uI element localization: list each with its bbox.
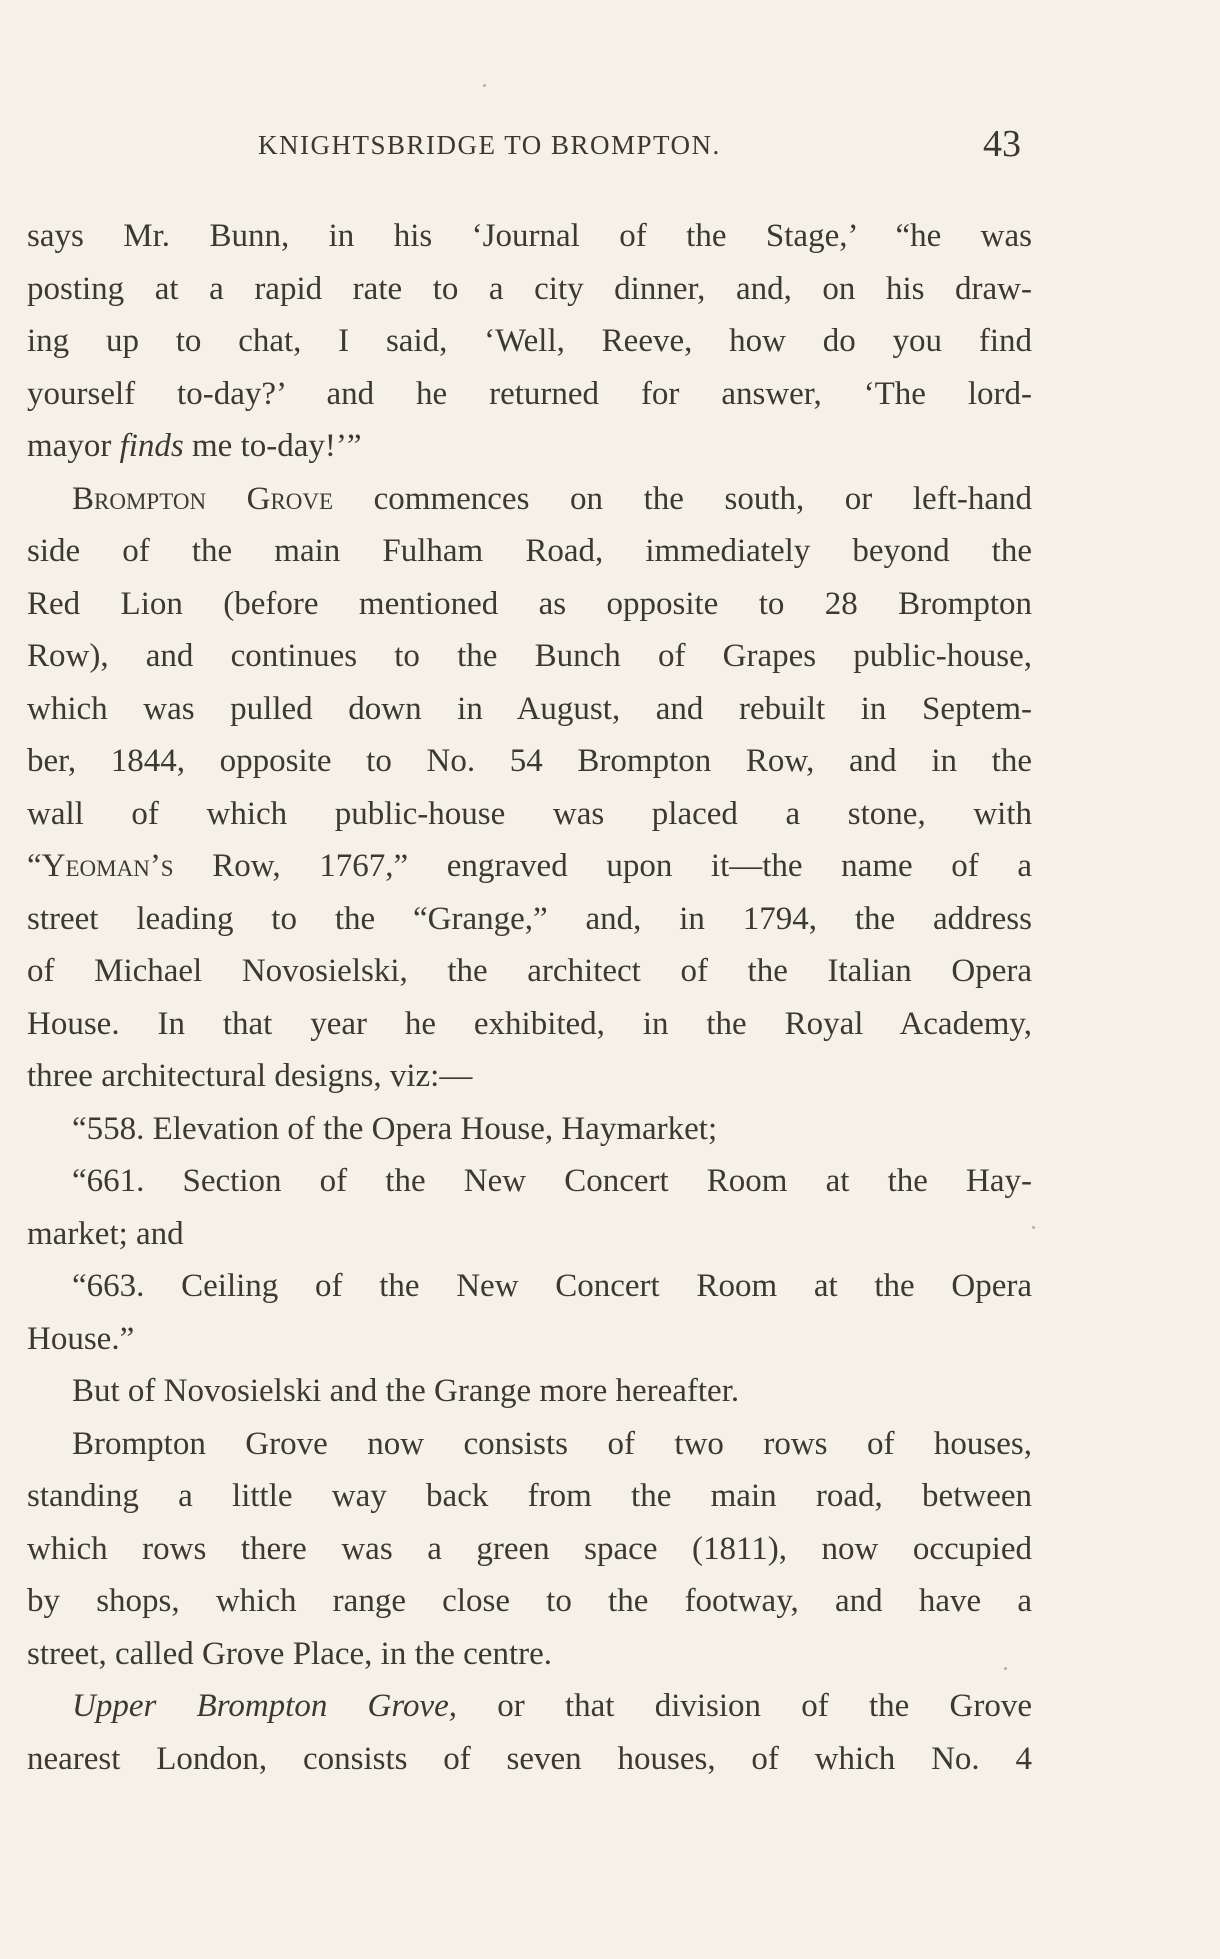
text-line: House. In that year he exhibited, in the Royal Academy, <box>27 1005 1032 1042</box>
text-line: which was pulled down in August, and rebuilt in Septem- <box>27 690 1032 727</box>
text-line: “Yeoman’s Row, 1767,” engraved upon it—the name of a <box>27 848 1032 884</box>
text-line: ing up to chat, I said, ‘Well, Reeve, how do you find <box>27 323 1032 359</box>
text-line: which rows there was a green space (1811), now occupied <box>27 1530 1032 1567</box>
running-head: KNIGHTSBRIDGE TO BROMPTON. <box>258 130 721 160</box>
text-line: posting at a rapid rate to a city dinner, and, on his draw- <box>27 270 1032 307</box>
quote-line: “663. Ceiling of the New Concert Room at the Opera <box>72 1268 1032 1304</box>
text-line: three architectural designs, viz:— <box>27 1058 473 1094</box>
paragraph-start-line: But of Novosielski and the Grange more hereafter. <box>72 1373 740 1409</box>
paper-speck <box>1004 1667 1007 1670</box>
text-line: nearest London, consists of seven houses, of which No. 4 <box>27 1740 1032 1777</box>
page-number: 43 <box>983 123 1021 165</box>
text-line: side of the main Fulham Road, immediately beyond the <box>27 533 1032 569</box>
paragraph-start-line: Brompton Grove commences on the south, or left-hand <box>72 480 1032 517</box>
text-line: House.” <box>27 1320 135 1357</box>
text-line: street leading to the “Grange,” and, in 1794, the address <box>27 900 1032 937</box>
italic-phrase: Upper Brompton Grove, <box>72 1688 458 1724</box>
text-line: by shops, which range close to the footway, and have a <box>27 1583 1032 1619</box>
paragraph-start-line: Brompton Grove now consists of two rows of houses, <box>72 1425 1032 1462</box>
page-header <box>0 122 1220 172</box>
text-line: mayor finds me to-day!’” <box>27 428 362 464</box>
smallcaps-heading: Brompton Grove <box>72 480 334 517</box>
text-line: yourself to-day?’ and he returned for answer, ‘The lord- <box>27 375 1032 412</box>
quote-line: “558. Elevation of the Opera House, Haymarket; <box>72 1110 718 1147</box>
text-line: of Michael Novosielski, the architect of the Italian Opera <box>27 953 1032 989</box>
text-line: Row), and continues to the Bunch of Grapes public-house, <box>27 638 1032 674</box>
text-line: standing a little way back from the main road, between <box>27 1478 1032 1514</box>
smallcaps-name: Yeoman’s <box>41 848 174 884</box>
body-text <box>27 210 1032 1785</box>
paragraph-start-line: Upper Brompton Grove, or that division of the Grove <box>72 1688 1032 1724</box>
text-line: market; and <box>27 1215 184 1252</box>
text-line: Red Lion (before mentioned as opposite to 28 Brompton <box>27 585 1032 622</box>
text-line: ber, 1844, opposite to No. 54 Brompton Row, and in the <box>27 743 1032 779</box>
paper-speck <box>483 84 486 87</box>
quote-line: “661. Section of the New Concert Room at the Hay- <box>72 1163 1032 1199</box>
italic-word: finds <box>119 428 184 464</box>
text-line: wall of which public-house was placed a stone, with <box>27 795 1032 832</box>
text-line: says Mr. Bunn, in his ‘Journal of the Stage,’ “he was <box>27 218 1032 254</box>
paper-speck <box>1032 1226 1035 1229</box>
text-line: street, called Grove Place, in the centre. <box>27 1635 553 1672</box>
